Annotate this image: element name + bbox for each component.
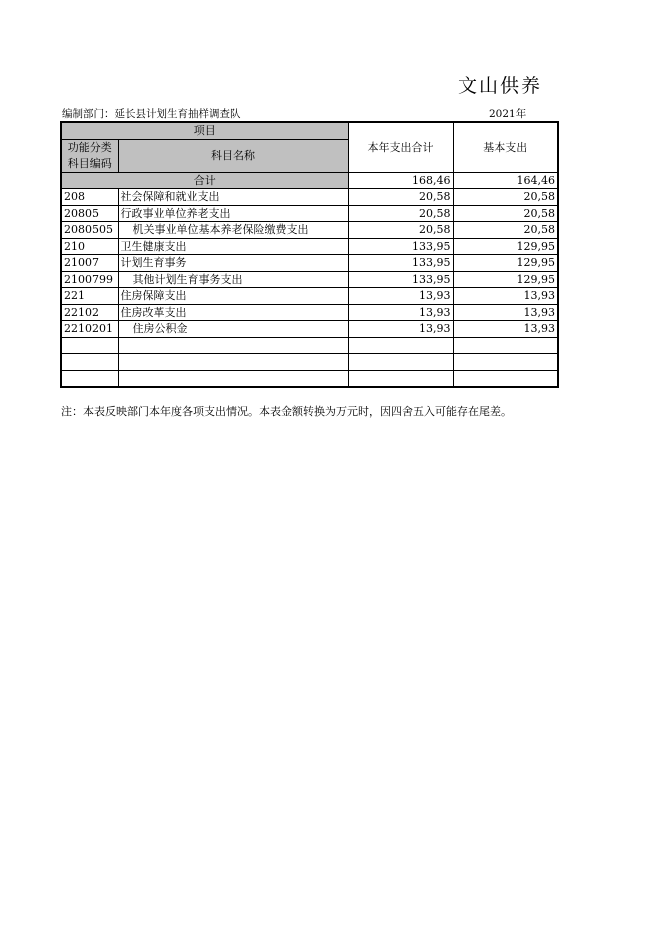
total-basic: 164,46 — [453, 172, 558, 189]
row-basic — [453, 337, 558, 354]
row-basic: 129,95 — [453, 255, 558, 272]
row-code: 210 — [61, 238, 118, 255]
row-code — [61, 370, 118, 387]
col-header-total: 本年支出合计 — [348, 122, 453, 172]
total-label: 合计 — [61, 172, 348, 189]
table-row — [61, 238, 558, 255]
row-code — [61, 354, 118, 371]
table-row — [61, 205, 558, 222]
table-row — [61, 222, 558, 239]
row-name: 卫生健康支出 — [118, 238, 348, 255]
col-header-basic: 基本支出 — [453, 122, 558, 172]
table-row — [61, 304, 558, 321]
row-basic — [453, 354, 558, 371]
row-name: 计划生育事务 — [118, 255, 348, 272]
row-code: 20805 — [61, 205, 118, 222]
row-basic: 129,95 — [453, 238, 558, 255]
row-total: 133,95 — [348, 255, 453, 272]
row-name: 行政事业单位养老支出 — [118, 205, 348, 222]
expenditure-table — [60, 121, 559, 388]
row-code: 2100799 — [61, 271, 118, 288]
row-total: 20,58 — [348, 222, 453, 239]
row-name: 住房公积金 — [118, 321, 348, 338]
row-name — [118, 354, 348, 371]
row-name — [118, 370, 348, 387]
row-total: 133,95 — [348, 271, 453, 288]
table-row — [61, 255, 558, 272]
row-total: 133,95 — [348, 238, 453, 255]
row-total: 20,58 — [348, 205, 453, 222]
table-row — [61, 321, 558, 338]
row-basic: 13,93 — [453, 321, 558, 338]
row-total — [348, 354, 453, 371]
project-group-header: 项目 — [61, 122, 348, 139]
row-basic: 20,58 — [453, 205, 558, 222]
row-name: 其他计划生育事务支出 — [118, 271, 348, 288]
row-name: 机关事业单位基本养老保险缴费支出 — [118, 222, 348, 239]
row-basic: 20,58 — [453, 222, 558, 239]
row-basic: 13,93 — [453, 304, 558, 321]
table-row — [61, 189, 558, 206]
table-row — [61, 288, 558, 305]
row-name: 社会保障和就业支出 — [118, 189, 348, 206]
row-name — [118, 337, 348, 354]
col-header-name: 科目名称 — [118, 139, 348, 172]
department-label: 编制部门：延长县计划生育抽样调查队 — [62, 108, 241, 120]
row-code: 208 — [61, 189, 118, 206]
col-header-code: 功能分类科目编码 — [61, 139, 118, 172]
row-total — [348, 370, 453, 387]
row-total: 13,93 — [348, 321, 453, 338]
row-total: 13,93 — [348, 304, 453, 321]
footnote: 注：本表反映部门本年度各项支出情况。本表金额转换为万元时，因四舍五入可能存在尾差。 — [61, 405, 512, 418]
row-basic — [453, 370, 558, 387]
table-row — [61, 354, 558, 371]
row-code: 221 — [61, 288, 118, 305]
row-code: 22102 — [61, 304, 118, 321]
year-label: 2021年 — [489, 108, 527, 120]
table-row — [61, 271, 558, 288]
row-basic: 20,58 — [453, 189, 558, 206]
table-row — [61, 370, 558, 387]
row-code: 21007 — [61, 255, 118, 272]
row-code: 2080505 — [61, 222, 118, 239]
total-amount: 168,46 — [348, 172, 453, 189]
row-basic: 129,95 — [453, 271, 558, 288]
total-row — [61, 172, 558, 189]
row-code: 2210201 — [61, 321, 118, 338]
row-basic: 13,93 — [453, 288, 558, 305]
row-total — [348, 337, 453, 354]
row-code — [61, 337, 118, 354]
table-row — [61, 337, 558, 354]
row-name: 住房保障支出 — [118, 288, 348, 305]
page-title: 文山供养 — [458, 75, 543, 97]
row-total: 20,58 — [348, 189, 453, 206]
row-total: 13,93 — [348, 288, 453, 305]
row-name: 住房改革支出 — [118, 304, 348, 321]
